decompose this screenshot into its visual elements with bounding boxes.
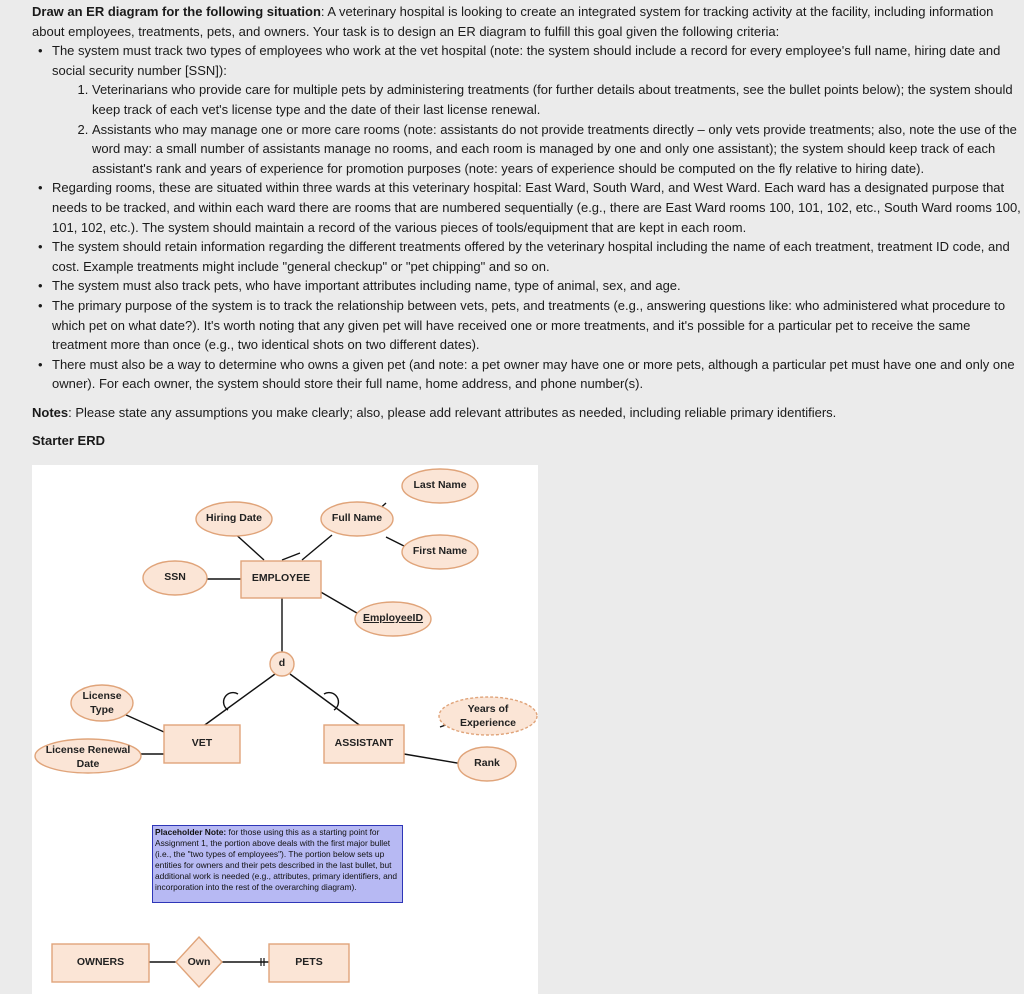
employee-type-item: 1. Veterinarians who provide care for multiple pets by administering treatments (for further details about treatments, see the bullet points below); the system should keep track of each vet's license type and the date of their last license renewal. (92, 80, 1022, 119)
relationship-own: Own (187, 956, 211, 968)
criteria-item: • Regarding rooms, these are situated within three wards at this veterinary hospital: East Ward, South Ward, and West Ward. Each ward has a designated purpose that needs to be tracked, and within each ward there are rooms that are numbered sequentially (e.g., there are East Ward rooms 100, 101, 102, etc., South Ward rooms 100, 101, 102, etc.). The system should maintain a record of the various pieces of tools/equipment that are kept in each room. (52, 178, 1022, 237)
attr-full-name: Full Name (331, 512, 383, 524)
criteria-item: • The system should retain information regarding the different treatments offered by the veterinary hospital including the name of each treatment, treatment ID code, and cost. Example treatments might include "general checkup" or "pet chipping" and so on. (52, 237, 1022, 276)
attr-employee-id: EmployeeID (362, 612, 424, 624)
assignment-text (32, 2, 1022, 451)
placeholder-note-text: for those using this as a starting point for Assignment 1, the portion above deals with the first major bullet (i.e., the "two types of employees"). The portion below sets up entities for owners and their pets described in the last bullet, but additional work is needed (e.g., attributes, primary identifiers, and incorporation into the rest of the overarching diagram). (155, 827, 398, 892)
notes-label: Notes (32, 404, 69, 420)
attr-first-name: First Name (412, 545, 468, 557)
entity-owners: OWNERS (76, 956, 125, 968)
criteria-item (52, 41, 1022, 178)
attr-years-experience-line1: Years of (467, 703, 509, 715)
attr-license-type-line2: Type (90, 704, 114, 716)
criteria-item: • The system must also track pets, who have important attributes including name, type of animal, sex, and age. (52, 276, 1022, 296)
attr-license-renewal-line1: License Renewal (45, 744, 131, 756)
attr-years-experience-line2: Experience (459, 717, 517, 729)
entity-employee: EMPLOYEE (251, 572, 311, 584)
intro-paragraph (32, 2, 1022, 41)
criteria-text: The system must track two types of employees who work at the vet hospital (note: the system should include a record for every employee's full name, hiring date and social security number [SSN]): (52, 43, 1001, 78)
attr-rank: Rank (474, 757, 500, 769)
starter-erd-diagram (32, 465, 538, 994)
attr-license-type-line1: License (82, 690, 122, 702)
attr-ssn: SSN (164, 571, 186, 583)
entity-assistant: ASSISTANT (334, 737, 394, 749)
notes-paragraph (32, 403, 1022, 423)
attr-license-renewal-line2: Date (76, 758, 100, 770)
criteria-item: • The primary purpose of the system is to track the relationship between vets, pets, and treatments (e.g., answering questions like: who administered what procedure to which pet on what date?). It's worth noting that any given pet will have received one or more treatments, and it's possible for a particular pet to receive the same treatment more than once (e.g., two identical shots on two different dates). (52, 296, 1022, 355)
employee-type-item: 2. Assistants who may manage one or more care rooms (note: assistants do not provide treatments directly – only vets provide treatments; also, note the use of the word may: a small number of assistants manage no rooms, and each room is managed by one and only one assistant); the system should keep track of each assistant's rank and years of experience for promotion purposes (note: years of experience should be computed on the fly relative to hiring date). (92, 120, 1022, 179)
attr-hiring-date: Hiring Date (205, 512, 262, 524)
placeholder-note-label: Placeholder Note: (155, 827, 227, 837)
employee-types-list (52, 80, 1022, 178)
starter-erd-title: Starter ERD (32, 433, 105, 449)
entity-pets: PETS (295, 956, 323, 968)
criteria-item: • There must also be a way to determine who owns a given pet (and note: a pet owner may have one or more pets, although a particular pet must have one and only one owner). For each owner, the system should store their full name, home address, and phone number(s). (52, 355, 1022, 394)
intro-rest: : A veterinary hospital is looking to create an integrated system for tracking activity at the facility, including information about employees, treatments, pets, and owners. Your task is to design an ER diagram to fulfill this goal given the following criteria: (32, 4, 994, 39)
notes-text: : Please state any assumptions you make clearly; also, please add relevant attributes as needed, including reliable primary identifiers. (68, 404, 837, 420)
criteria-list (32, 41, 1022, 394)
attr-last-name: Last Name (413, 479, 467, 491)
entity-vet: VET (191, 737, 213, 749)
intro-lead: Draw an ER diagram for the following situation (32, 4, 321, 19)
placeholder-note (152, 825, 403, 903)
disjoint-circle: d (278, 657, 286, 669)
